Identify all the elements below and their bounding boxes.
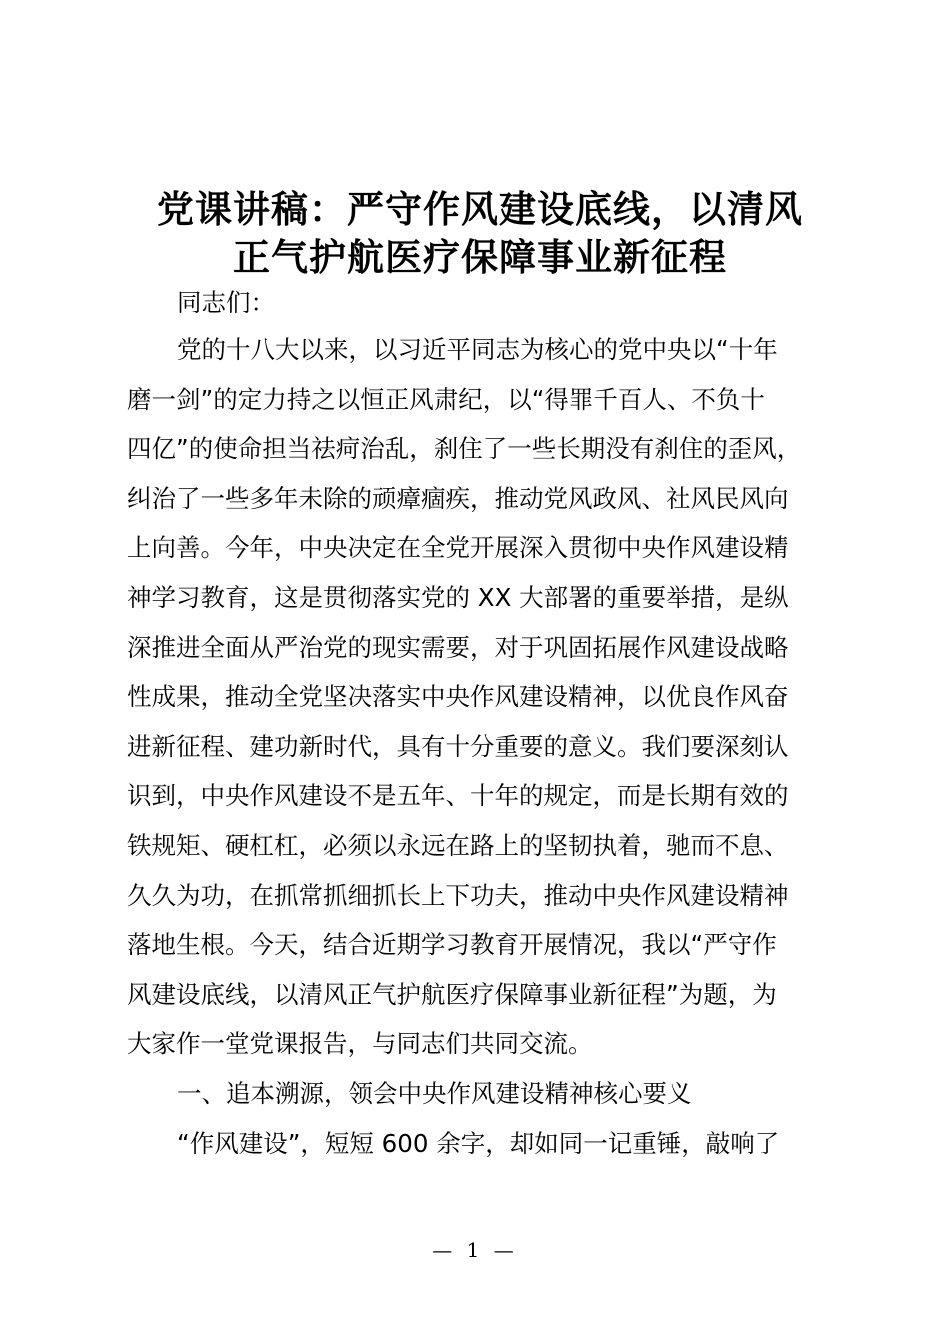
page-number: — 1 — — [432, 1238, 518, 1262]
text-line: 大家作一堂党课报告，与同志们共同交流。 — [127, 1029, 593, 1059]
section-heading: 一、追本溯源，领会中央作风建设精神核心要义 — [177, 1078, 692, 1108]
paragraph-2 — [127, 1119, 837, 1169]
paragraph-1 — [127, 325, 837, 1069]
text-line: 神学习教育，这是贯彻落实党的 XX 大部署的重要举措，是纵 — [127, 582, 789, 612]
text-line: 四亿”的使命担当祛疴治乱，刹住了一些长期没有刹住的歪风， — [127, 434, 802, 464]
text-line: 深推进全面从严治党的现实需要，对于巩固拓展作风建设战略 — [127, 632, 789, 662]
document-title — [100, 185, 860, 281]
text-line: 进新征程、建功新时代，具有十分重要的意义。我们要深刻认 — [127, 731, 789, 761]
text-line: 识到，中央作风建设不是五年、十年的规定，而是长期有效的 — [127, 781, 789, 811]
text-line: 久久为功，在抓常抓细抓长上下功夫，推动中央作风建设精神 — [127, 880, 789, 910]
text-line: 风建设底线，以清风正气护航医疗保障事业新征程”为题，为 — [127, 979, 777, 1009]
text-line: 性成果，推动全党坚决落实中央作风建设精神，以优良作风奋 — [127, 682, 789, 712]
document-body — [127, 281, 837, 1168]
title-line: 党课讲稿：严守作风建设底线，以清风 — [157, 187, 803, 231]
text-line: 落地生根。今天，结合近期学习教育开展情况，我以“严守作 — [127, 930, 777, 960]
title-line: 正气护航医疗保障事业新征程 — [233, 235, 727, 279]
text-line: 上向善。今年，中央决定在全党开展深入贯彻中央作风建设精 — [127, 533, 789, 563]
text-line: 铁规矩、硬杠杠，必须以永远在路上的坚韧执着，驰而不息、 — [127, 830, 789, 860]
text-line: “作风建设”，短短 600 余字，却如同一记重锤，敲响了 — [177, 1128, 780, 1158]
text-line: 纠治了一些多年未除的顽瘴痼疾，推动党风政风、社风民风向 — [127, 483, 789, 513]
greeting: 同志们： — [177, 288, 275, 317]
text-line: 磨一剑”的定力持之以恒正风肃纪，以“得罪千百人、不负十 — [127, 384, 765, 414]
text-line: 党的十八大以来，以习近平同志为核心的党中央以“十年 — [177, 335, 778, 364]
